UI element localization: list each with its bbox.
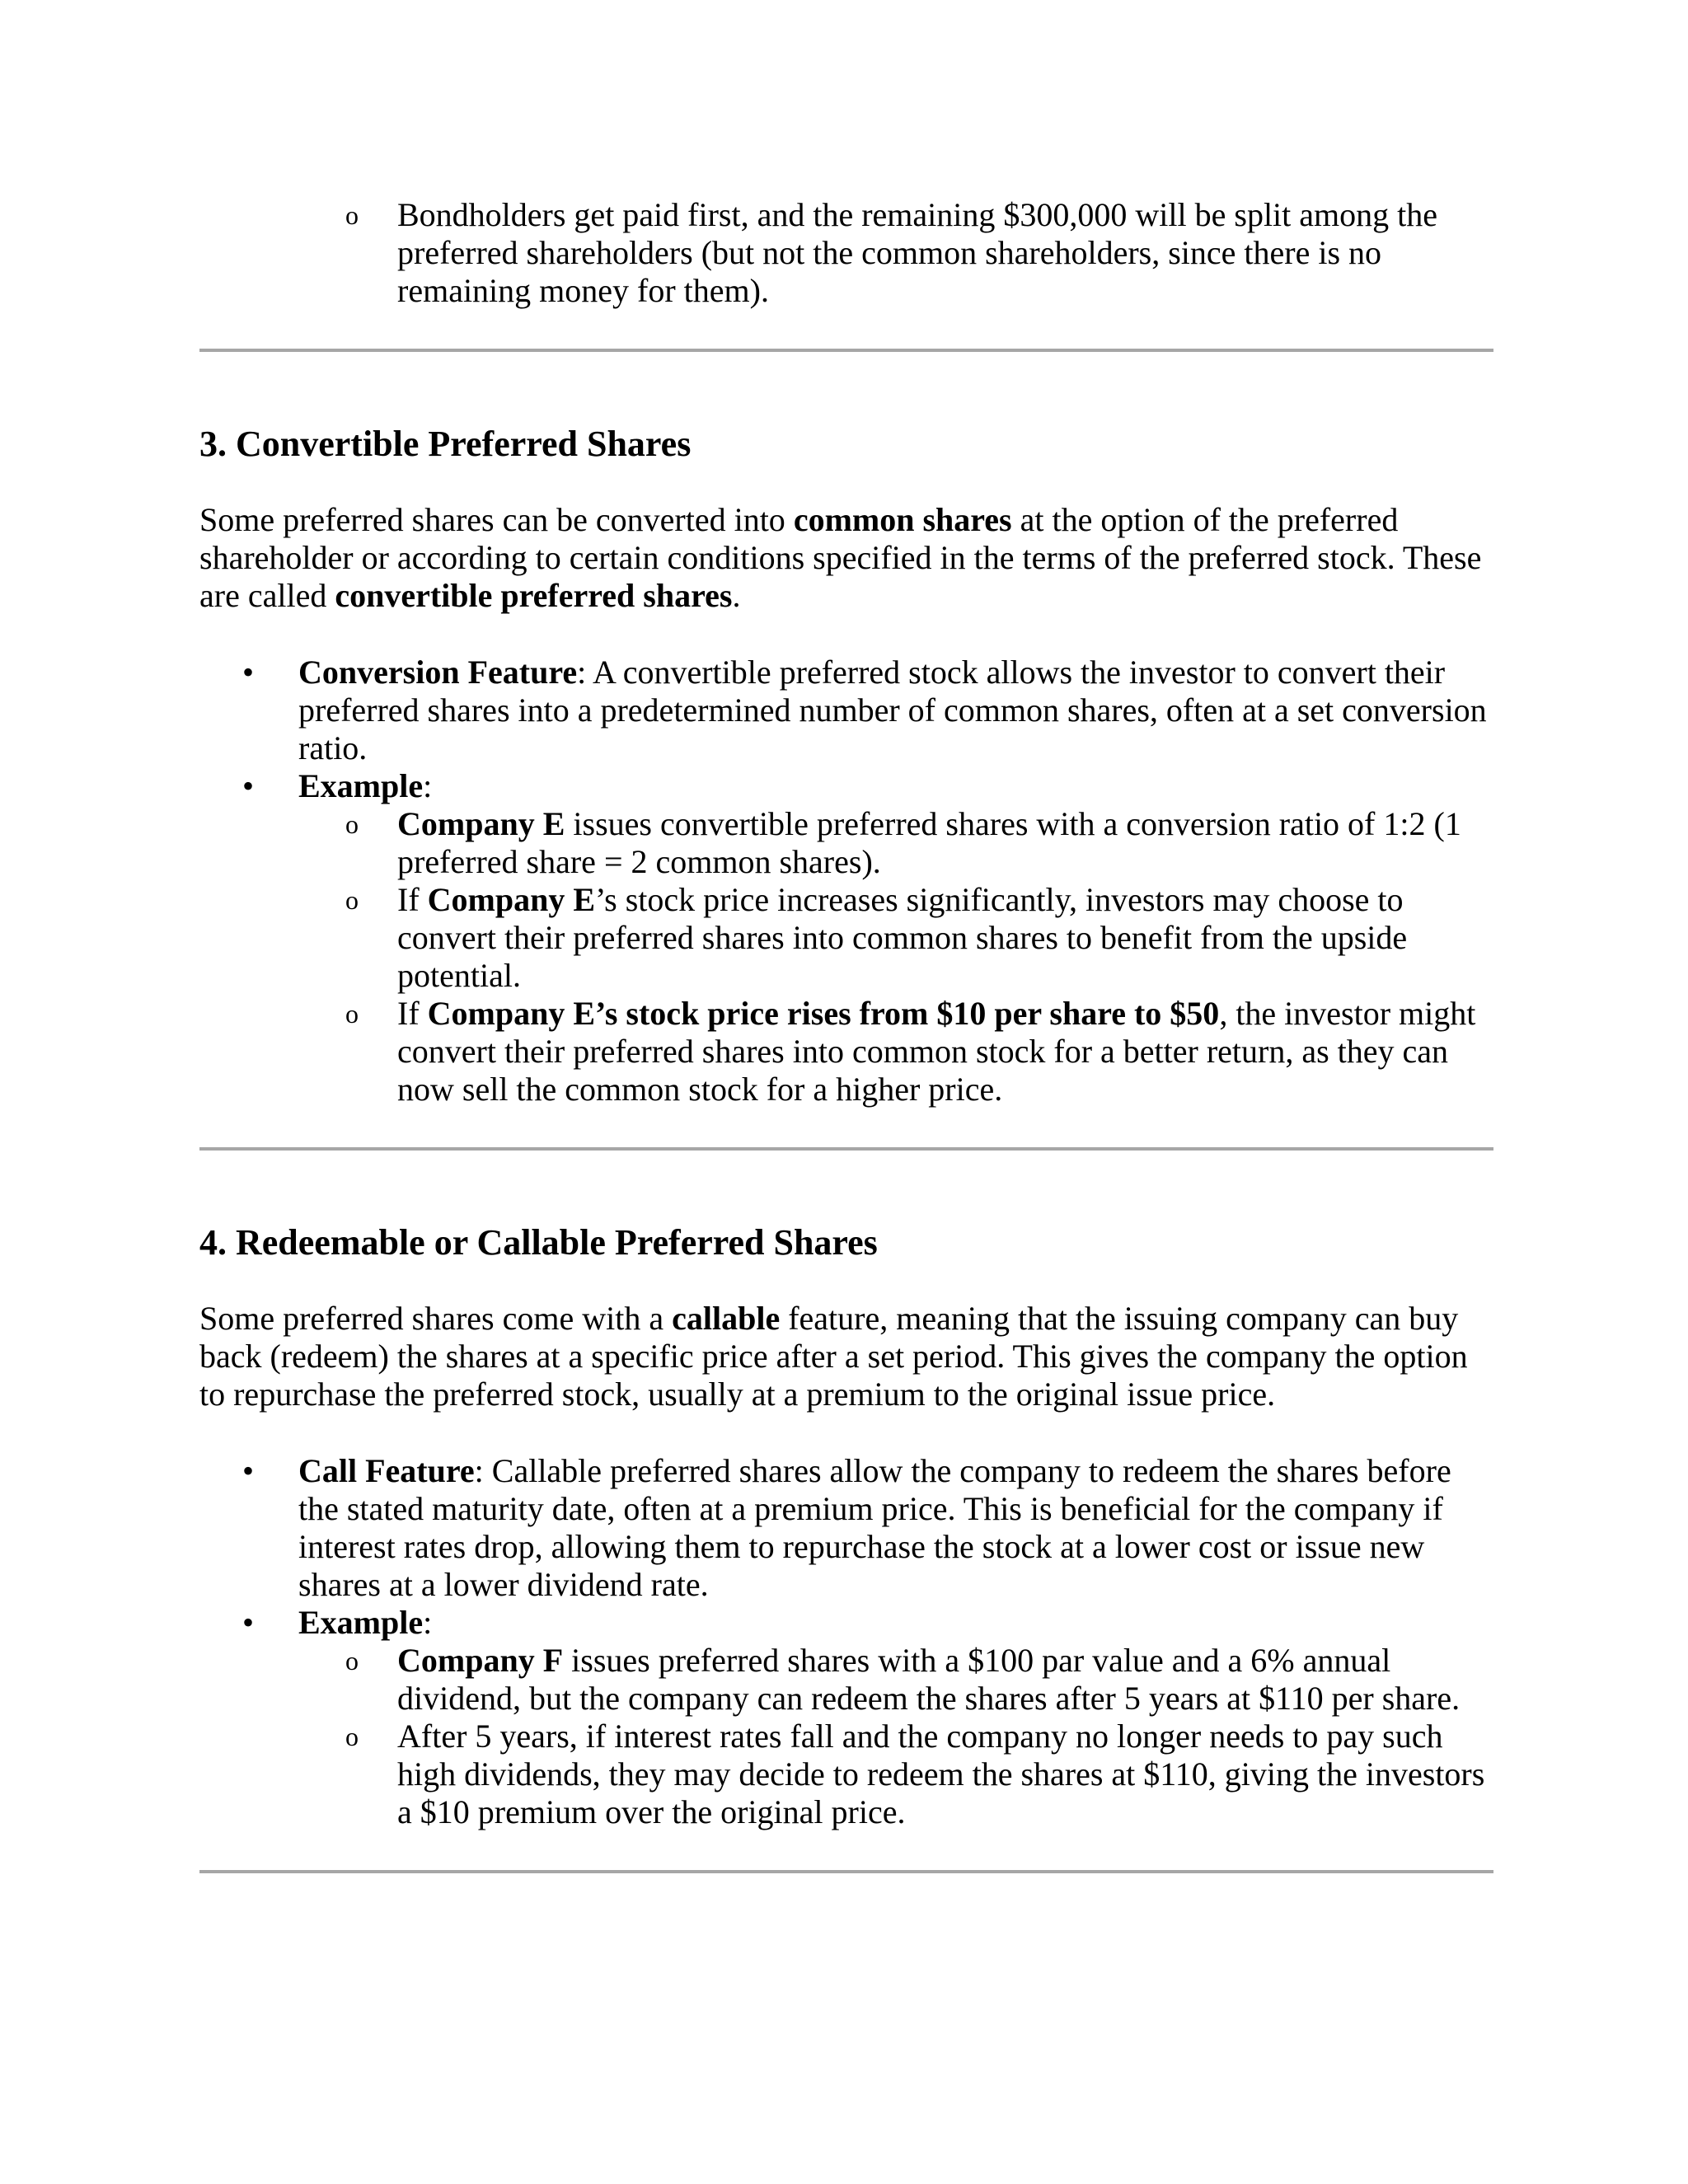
list-item [199, 1604, 1493, 1642]
list-item [199, 1718, 1493, 1831]
item-text: issues convertible preferred shares with a conversion ratio of 1:2 (1 preferred share = 2 common shares). [397, 805, 1461, 880]
item-text: ’s stock price increases significantly, investors may choose to convert their preferred shares into common shares to benefit from the upside potential. [397, 881, 1408, 994]
item-label: Call Feature [298, 1452, 475, 1489]
item-text: If [397, 881, 428, 918]
list-item [199, 881, 1493, 995]
list-item [199, 1642, 1493, 1718]
horizontal-rule [199, 1147, 1493, 1151]
intro-bold: common shares [793, 501, 1012, 538]
item-text: If [397, 995, 428, 1032]
bullet-marker: • [242, 654, 255, 691]
document-content [199, 196, 1493, 1873]
item-text: : A convertible preferred stock allows the investor to convert their preferred shares into a predetermined number of common shares, often at a set conversion ratio. [298, 654, 1487, 766]
item-text: : Callable preferred shares allow the company to redeem the shares before the stated maturity date, often at a premium price. This is beneficial for the company if interest rates drop, allowing them to repurchase the stock at a lower cost or issue new shares at a lower dividend rate. [298, 1452, 1451, 1603]
list-item [199, 196, 1493, 310]
sub-bullet-marker: o [345, 1646, 359, 1675]
list-item [199, 1452, 1493, 1604]
intro-bold: callable [672, 1300, 781, 1337]
horizontal-rule [199, 349, 1493, 352]
intro-text: Some preferred shares can be converted into [199, 501, 794, 538]
sub-bullet-marker: o [345, 1722, 359, 1751]
intro-text: . [732, 577, 741, 614]
item-label: Conversion Feature [298, 654, 578, 691]
list-item [199, 805, 1493, 881]
sub-bullet-marker: o [345, 999, 359, 1029]
item-bold: Company F [397, 1642, 564, 1679]
example-list [199, 805, 1493, 1108]
intro-text: at the option of the preferred shareholder or according to certain conditions specified in the terms of the preferred stock. These are called [199, 501, 1482, 614]
item-text: : [423, 1604, 433, 1641]
intro-bold: convertible preferred shares [335, 577, 733, 614]
section-intro [199, 501, 1493, 615]
list-item [199, 995, 1493, 1108]
intro-text: feature, meaning that the issuing company can buy back (redeem) the shares at a specific price after a set period. This gives the company the option to repurchase the preferred stock, usually at a premium to the original issue price. [199, 1300, 1468, 1413]
item-text: : [423, 767, 433, 804]
item-bold: Company E [427, 881, 596, 918]
carryover-list [199, 196, 1493, 310]
bullet-marker: • [242, 1452, 255, 1489]
section-heading: 3. Convertible Preferred Shares [199, 424, 692, 464]
intro-text: Some preferred shares come with a [199, 1300, 673, 1337]
sub-bullet-marker: o [345, 885, 359, 915]
item-text: After 5 years, if interest rates fall and the company no longer needs to pay such high dividends, they may decide to redeem the shares at $110, giving the investors a $10 premium over the original price. [397, 1718, 1485, 1830]
horizontal-rule [199, 1870, 1493, 1873]
list-item [199, 654, 1493, 767]
item-bold: Company E’s stock price rises from $10 per share to $50 [427, 995, 1220, 1032]
section-heading: 4. Redeemable or Callable Preferred Shares [199, 1222, 878, 1263]
sub-bullet-marker: o [345, 809, 359, 839]
example-list [199, 1642, 1493, 1831]
item-label: Example [298, 767, 424, 804]
item-text: , the investor might convert their preferred shares into common stock for a better return, as they can now sell the common stock for a higher price. [397, 995, 1476, 1108]
bullet-list [199, 1452, 1493, 1642]
bullet-list [199, 654, 1493, 805]
sub-bullet-marker: o [345, 200, 359, 230]
item-bold: Company E [397, 805, 565, 842]
list-item [199, 767, 1493, 805]
item-label: Example [298, 1604, 424, 1641]
list-item-text: Bondholders get paid first, and the remaining $300,000 will be split among the preferred shareholders (but not the common shareholders, since there is no remaining money for them). [397, 196, 1438, 309]
section-intro [199, 1300, 1493, 1413]
item-text: issues preferred shares with a $100 par value and a 6% annual dividend, but the company can redeem the shares after 5 years at $110 per share. [397, 1642, 1461, 1717]
bullet-marker: • [242, 1604, 255, 1641]
bullet-marker: • [242, 767, 255, 804]
